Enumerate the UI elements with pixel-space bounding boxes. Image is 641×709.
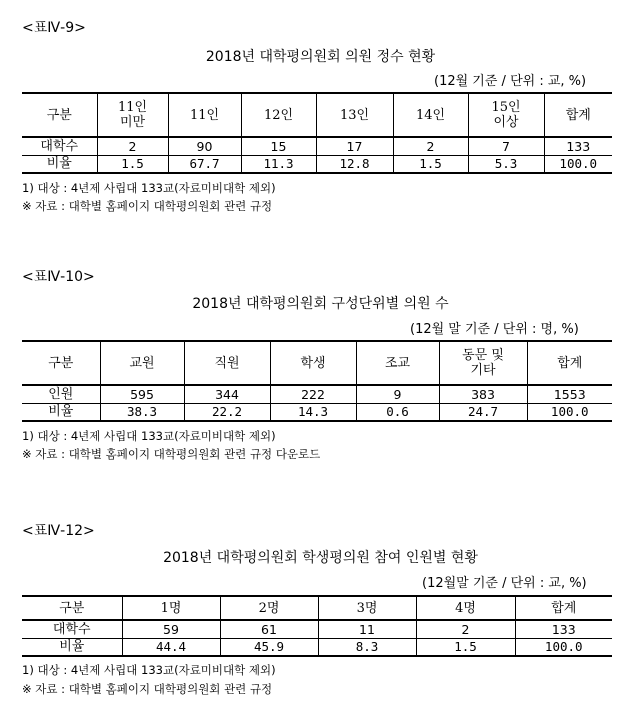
table9-header-cell — [468, 93, 544, 137]
row-label: 비율 — [22, 638, 122, 656]
table10-note: 1) 대상 : 4년제 사립대 133교(자료미비대학 제외) — [22, 429, 276, 443]
table-row — [22, 620, 612, 638]
table9-header-row — [22, 93, 612, 137]
row-label: 비율 — [22, 155, 97, 173]
table-cell: 67.7 — [168, 155, 241, 173]
table12 — [22, 595, 612, 657]
table10-header-cell — [439, 341, 527, 385]
table9-source: ※ 자료 : 대학별 홈페이지 대학평의원회 관련 규정 — [22, 199, 273, 213]
table-cell: 61 — [220, 620, 318, 638]
table-cell: 90 — [168, 137, 241, 155]
table10-header-cell: 직원 — [184, 341, 270, 385]
table-row — [22, 403, 612, 421]
table-cell: 100.0 — [527, 403, 612, 421]
table12-source: ※ 자료 : 대학별 홈페이지 대학평의원회 관련 규정 — [22, 682, 273, 696]
table9-header-cell: 구분 — [22, 93, 97, 137]
table-cell: 45.9 — [220, 638, 318, 656]
table10-header-cell: 합계 — [527, 341, 612, 385]
table-cell: 100.0 — [515, 638, 612, 656]
table9 — [22, 92, 612, 174]
table10-header-row — [22, 341, 612, 385]
table9-header-text: 15인 — [491, 100, 521, 115]
table-cell: 12.8 — [316, 155, 393, 173]
table-row — [22, 137, 612, 155]
table-cell: 7 — [468, 137, 544, 155]
table-cell: 1.5 — [97, 155, 168, 173]
table9-unit: (12월 기준 / 단위 : 교, %) — [434, 74, 587, 89]
table9-header-cell: 13인 — [316, 93, 393, 137]
table-cell: 24.7 — [439, 403, 527, 421]
table-cell: 44.4 — [122, 638, 220, 656]
table10-header-cell: 구분 — [22, 341, 100, 385]
table12-header-cell: 2명 — [220, 596, 318, 620]
table9-header-cell: 12인 — [241, 93, 316, 137]
table-cell: 9 — [356, 385, 439, 403]
table-cell: 344 — [184, 385, 270, 403]
table10-title: 2018년 대학평의원회 구성단위별 의원 수 — [192, 296, 449, 312]
table-row — [22, 385, 612, 403]
table9-header-text: 이상 — [493, 115, 519, 130]
table-cell: 100.0 — [544, 155, 612, 173]
table-cell: 59 — [122, 620, 220, 638]
table9-header-cell — [97, 93, 168, 137]
table-cell: 8.3 — [318, 638, 416, 656]
table12-header-row — [22, 596, 612, 620]
table12-header-cell: 4명 — [416, 596, 515, 620]
table12-header-cell: 구분 — [22, 596, 122, 620]
row-label: 대학수 — [22, 137, 97, 155]
table-cell: 133 — [544, 137, 612, 155]
table12-title: 2018년 대학평의원회 학생평의원 참여 인원별 현황 — [163, 550, 478, 566]
table12-header-cell: 합계 — [515, 596, 612, 620]
table-row — [22, 155, 612, 173]
table-cell: 1553 — [527, 385, 612, 403]
table12-header-cell: 1명 — [122, 596, 220, 620]
table-cell: 15 — [241, 137, 316, 155]
table-cell: 14.3 — [270, 403, 356, 421]
table9-header-cell: 11인 — [168, 93, 241, 137]
row-label: 인원 — [22, 385, 100, 403]
table-cell: 1.5 — [416, 638, 515, 656]
table10-header-cell: 학생 — [270, 341, 356, 385]
table-cell: 38.3 — [100, 403, 184, 421]
table-cell: 595 — [100, 385, 184, 403]
table-cell: 383 — [439, 385, 527, 403]
table9-header-text: 미만 — [119, 115, 146, 130]
table-cell: 5.3 — [468, 155, 544, 173]
table-cell: 2 — [393, 137, 468, 155]
table10-header-cell: 조교 — [356, 341, 439, 385]
table9-label: <표Ⅳ-9> — [22, 20, 86, 36]
table-cell: 0.6 — [356, 403, 439, 421]
table-cell: 11.3 — [241, 155, 316, 173]
table10-header-text: 기타 — [470, 363, 496, 378]
table-cell: 2 — [97, 137, 168, 155]
table9-title: 2018년 대학평의원회 의원 정수 현황 — [205, 49, 436, 65]
table9-header-text: 11인 — [117, 100, 148, 115]
table10-label: <표Ⅳ-10> — [22, 269, 95, 285]
table10-unit: (12월 말 기준 / 단위 : 명, %) — [410, 322, 579, 337]
table-row — [22, 638, 612, 656]
table-cell: 11 — [318, 620, 416, 638]
table-cell: 222 — [270, 385, 356, 403]
table-cell: 2 — [416, 620, 515, 638]
table12-label: <표Ⅳ-12> — [22, 523, 95, 539]
row-label: 비율 — [22, 403, 100, 421]
table10-source: ※ 자료 : 대학별 홈페이지 대학평의원회 관련 규정 다운로드 — [22, 447, 321, 461]
table-cell: 17 — [316, 137, 393, 155]
table12-note: 1) 대상 : 4년제 사립대 133교(자료미비대학 제외) — [22, 663, 276, 677]
table10-header-cell: 교원 — [100, 341, 184, 385]
table10 — [22, 340, 612, 422]
table10-header-text: 동문 및 — [462, 348, 504, 363]
table12-header-cell: 3명 — [318, 596, 416, 620]
table9-header-cell: 합계 — [544, 93, 612, 137]
row-label: 대학수 — [22, 620, 122, 638]
table12-unit: (12월말 기준 / 단위 : 교, %) — [422, 576, 587, 591]
table-cell: 1.5 — [393, 155, 468, 173]
table9-note: 1) 대상 : 4년제 사립대 133교(자료미비대학 제외) — [22, 181, 276, 195]
table-cell: 133 — [515, 620, 612, 638]
table-cell: 22.2 — [184, 403, 270, 421]
table9-header-cell: 14인 — [393, 93, 468, 137]
